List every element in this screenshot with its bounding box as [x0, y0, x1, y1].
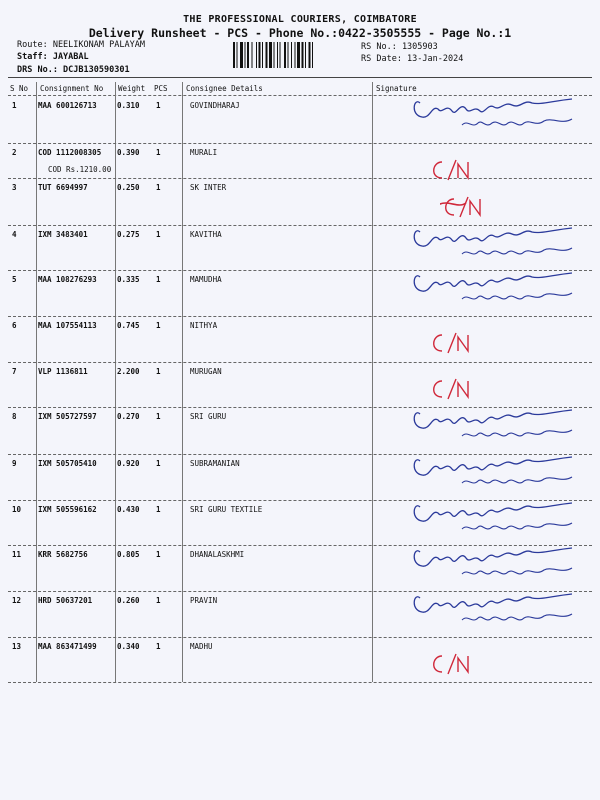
- handwritten-signature: [412, 222, 582, 262]
- handwritten-signature: [412, 542, 582, 582]
- handwritten-signature: [412, 497, 582, 537]
- row-serial-number: 5: [12, 275, 17, 284]
- handwritten-cn-mark: [440, 193, 520, 223]
- row-cod-amount: COD Rs.1210.00: [48, 165, 112, 174]
- row-serial-number: 6: [12, 321, 17, 330]
- row-weight: 0.335: [117, 275, 140, 284]
- handwritten-cn-mark: [428, 156, 508, 186]
- handwritten-cn-mark: [428, 650, 508, 680]
- row-pieces: 1: [156, 367, 161, 376]
- runsheet-subtitle: Delivery Runsheet - PCS - Phone No.:0422-3505555 - Page No.:1: [88, 26, 512, 40]
- row-weight: 0.275: [117, 230, 140, 239]
- row-consignment-number: IXM 505727597: [38, 412, 97, 421]
- handwritten-cn-mark: [428, 329, 508, 359]
- row-serial-number: 11: [12, 550, 22, 559]
- row-weight: 0.250: [117, 183, 140, 192]
- col-header-signature: Signature: [376, 84, 417, 93]
- row-serial-number: 8: [12, 412, 17, 421]
- row-pieces: 1: [156, 412, 161, 421]
- row-weight: 0.390: [117, 148, 140, 157]
- row-serial-number: 4: [12, 230, 17, 239]
- handwritten-signature: [412, 267, 582, 307]
- row-consignment-number: MAA 863471499: [38, 642, 97, 651]
- row-pieces: 1: [156, 596, 161, 605]
- col-header-sno: S No: [10, 84, 29, 93]
- row-separator: [8, 143, 592, 144]
- col-header-consignee: Consignee Details: [186, 84, 263, 93]
- row-consignee-name: MURUGAN: [190, 367, 222, 376]
- row-consignment-number: IXM 3483401: [38, 230, 88, 239]
- column-divider: [36, 82, 37, 682]
- staff-label: Staff: JAYABAL: [17, 52, 89, 62]
- row-pieces: 1: [156, 550, 161, 559]
- row-consignee-name: SRI GURU TEXTILE: [190, 505, 263, 514]
- col-header-consignment: Consignment No: [40, 84, 104, 93]
- row-consignment-number: IXM 505596162: [38, 505, 97, 514]
- handwritten-signature: [412, 404, 582, 444]
- column-divider: [182, 82, 183, 682]
- column-divider: [372, 82, 373, 682]
- row-weight: 0.805: [117, 550, 140, 559]
- row-serial-number: 13: [12, 642, 22, 651]
- row-pieces: 1: [156, 459, 161, 468]
- row-consignment-number: COD 1112008305: [38, 148, 102, 157]
- row-pieces: 1: [156, 101, 161, 110]
- rs-date: RS Date: 13-Jan-2024: [361, 54, 464, 64]
- row-pieces: 1: [156, 505, 161, 514]
- handwritten-signature: [412, 588, 582, 628]
- col-header-weight: Weight: [118, 84, 146, 93]
- row-consignee-name: MADHU: [190, 642, 213, 651]
- row-weight: 2.200: [117, 367, 140, 376]
- row-consignee-name: SUBRAMANIAN: [190, 459, 240, 468]
- row-consignee-name: KAVITHA: [190, 230, 222, 239]
- row-separator: [8, 316, 592, 317]
- row-serial-number: 12: [12, 596, 22, 605]
- row-pieces: 1: [156, 275, 161, 284]
- row-consignee-name: SRI GURU: [190, 412, 227, 421]
- row-consignee-name: NITHYA: [190, 321, 218, 330]
- row-consignee-name: MAMUDHA: [190, 275, 222, 284]
- barcode-image: [233, 42, 355, 68]
- row-serial-number: 7: [12, 367, 17, 376]
- row-consignment-number: MAA 107554113: [38, 321, 97, 330]
- row-separator: [8, 362, 592, 363]
- rs-number: RS No.: 1305903: [361, 42, 438, 52]
- row-serial-number: 1: [12, 101, 17, 110]
- handwritten-signature: [412, 451, 582, 491]
- row-consignment-number: KRR 5682756: [38, 550, 88, 559]
- row-consignment-number: MAA 600126713: [38, 101, 97, 110]
- row-separator: [8, 682, 592, 683]
- row-serial-number: 3: [12, 183, 17, 192]
- handwritten-cn-mark: [428, 375, 508, 405]
- route-label: Route: NEELIKONAM PALAYAM: [17, 40, 145, 50]
- row-consignment-number: IXM 505705410: [38, 459, 97, 468]
- row-consignment-number: HRD 50637201: [38, 596, 93, 605]
- row-separator: [8, 637, 592, 638]
- row-serial-number: 9: [12, 459, 17, 468]
- drs-number: DRS No.: DCJB130590301: [17, 65, 130, 75]
- row-weight: 0.260: [117, 596, 140, 605]
- row-pieces: 1: [156, 183, 161, 192]
- header-rule: [8, 77, 592, 78]
- col-header-pcs: PCS: [154, 84, 168, 93]
- row-consignee-name: SK INTER: [190, 183, 227, 192]
- row-consignee-name: MURALI: [190, 148, 218, 157]
- row-pieces: 1: [156, 148, 161, 157]
- row-consignment-number: VLP 1136811: [38, 367, 88, 376]
- row-weight: 0.340: [117, 642, 140, 651]
- row-pieces: 1: [156, 321, 161, 330]
- row-weight: 0.430: [117, 505, 140, 514]
- row-pieces: 1: [156, 230, 161, 239]
- row-consignee-name: PRAVIN: [190, 596, 218, 605]
- row-weight: 0.745: [117, 321, 140, 330]
- row-consignee-name: GOVINDHARAJ: [190, 101, 240, 110]
- row-consignee-name: DHANALASKHMI: [190, 550, 245, 559]
- column-divider: [115, 82, 116, 682]
- row-pieces: 1: [156, 642, 161, 651]
- handwritten-signature: [412, 93, 582, 133]
- company-title: THE PROFESSIONAL COURIERS, COIMBATORE: [183, 14, 417, 25]
- row-weight: 0.920: [117, 459, 140, 468]
- row-serial-number: 10: [12, 505, 22, 514]
- row-weight: 0.310: [117, 101, 140, 110]
- row-serial-number: 2: [12, 148, 17, 157]
- row-consignment-number: TUT 6694997: [38, 183, 88, 192]
- row-consignment-number: MAA 108276293: [38, 275, 97, 284]
- row-weight: 0.270: [117, 412, 140, 421]
